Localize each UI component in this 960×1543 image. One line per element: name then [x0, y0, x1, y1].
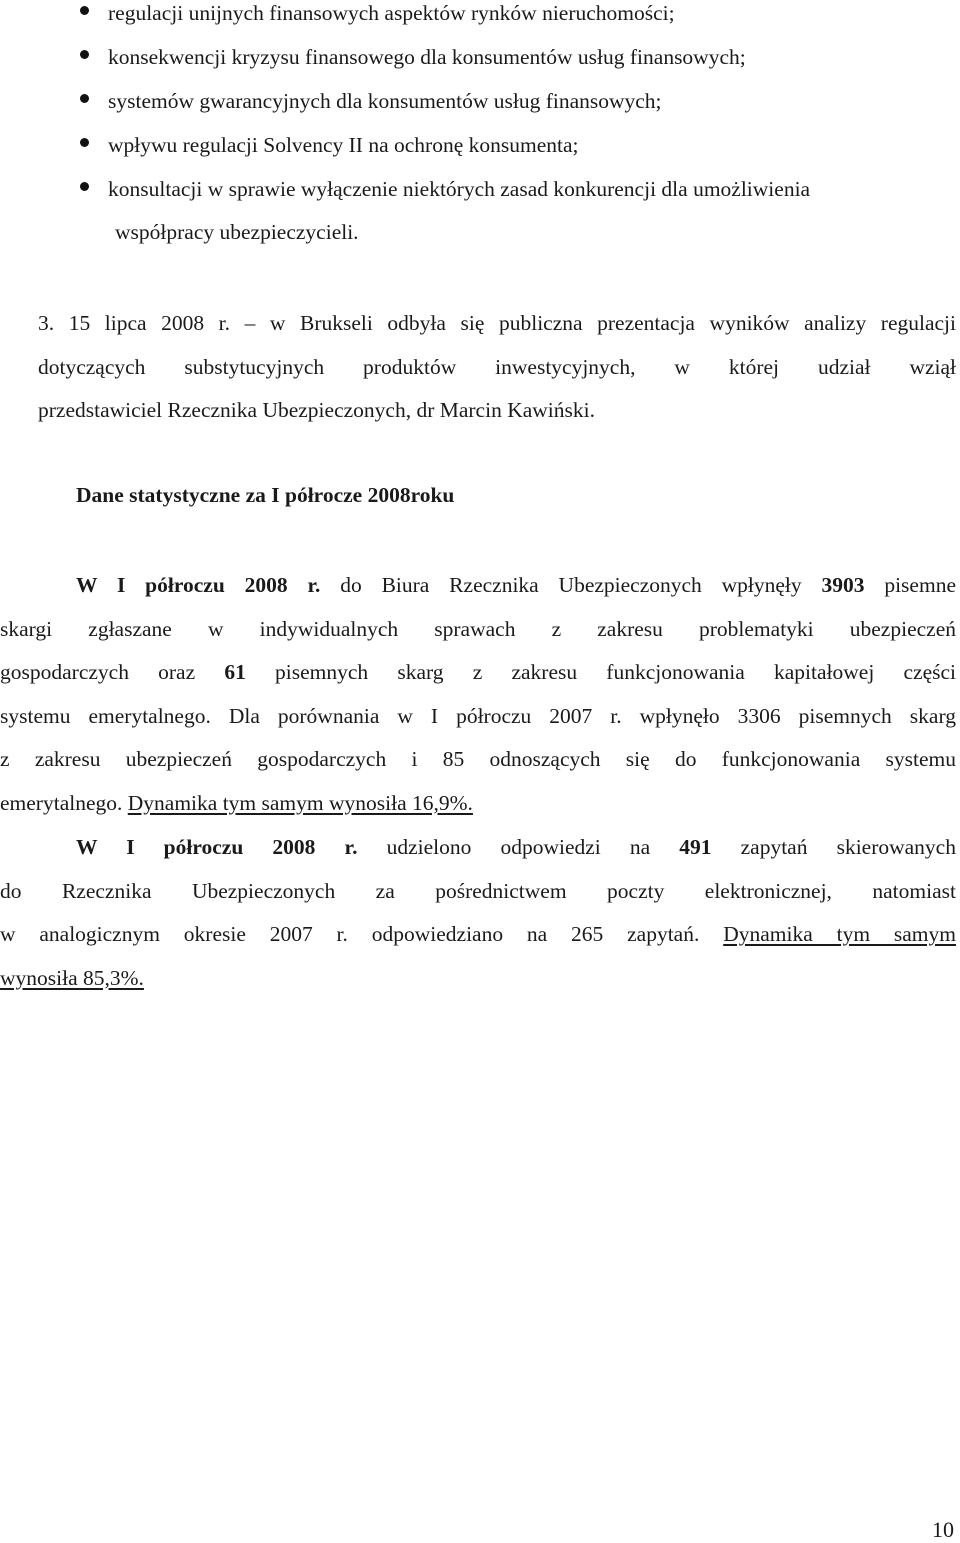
stats-paragraph-2 [0, 826, 956, 1000]
list-item: konsekwencji kryzysu finansowego dla konsumentów usług finansowych; [0, 35, 960, 79]
stats-paragraph-1 [0, 564, 956, 825]
bullet-icon [80, 94, 89, 103]
paragraph-line [0, 957, 956, 1001]
list-item: wpływu regulacji Solvency II na ochronę konsumenta; [0, 123, 960, 167]
dynamics-summary: Dynamika tym samym [723, 922, 956, 946]
item-3-paragraph [38, 302, 956, 433]
bullet-icon [80, 182, 89, 191]
bullet-icon [80, 6, 89, 15]
paragraph-line: do Rzecznika Ubezpieczonych za pośrednictwem poczty elektronicznej, natomiast [0, 878, 956, 903]
bullet-icon [80, 138, 89, 147]
dynamics-summary: wynosiła 85,3%. [0, 965, 144, 990]
list-item: regulacji unijnych finansowych aspektów rynków nieruchomości; [0, 0, 960, 35]
paragraph-line: systemu emerytalnego. Dla porównania w I półroczu 2007 r. wpłynęło 3306 pisemnych skarg [0, 703, 956, 728]
paragraph-line: skargi zgłaszane w indywidualnych sprawach z zakresu problematyki ubezpieczeń [0, 616, 956, 641]
page-number: 10 [932, 1517, 954, 1542]
paragraph-line: dotyczących substytucyjnych produktów inwestycyjnych, w której udział wziął [38, 354, 956, 379]
paragraph-line: przedstawiciel Rzecznika Ubezpieczonych, dr Marcin Kawiński. [38, 398, 595, 422]
list-item: systemów gwarancyjnych dla konsumentów usług finansowych; [0, 79, 960, 123]
paragraph-line: w analogicznym okresie 2007 r. odpowiedziano na 265 zapytań. Dynamika tym samym [0, 922, 956, 946]
paragraph-line: 3. 15 lipca 2008 r. – w Brukseli odbyła się publiczna prezentacja wyników analizy regulacji [38, 311, 956, 335]
list-item-continuation: współpracy ubezpieczycieli. [115, 220, 359, 244]
list-item: konsultacji w sprawie wyłączenie niektórych zasad konkurencji dla umożliwienia [0, 167, 960, 211]
paragraph-line: emerytalnego. Dynamika tym samym wynosiła 16,9%. [0, 790, 473, 815]
bullet-icon [80, 50, 89, 59]
section-heading: Dane statystyczne za I półrocze 2008roku [76, 483, 455, 507]
paragraph-line: gospodarczych oraz 61 pisemnych skarg z zakresu funkcjonowania kapitałowej części [0, 660, 956, 684]
paragraph-line: W I półroczu 2008 r. do Biura Rzecznika Ubezpieczonych wpłynęły 3903 pisemne [76, 573, 956, 597]
bullet-list [0, 0, 960, 254]
dynamics-summary: Dynamika tym samym wynosiła 16,9%. [127, 790, 473, 815]
paragraph-line: z zakresu ubezpieczeń gospodarczych i 85 odnoszących się do funkcjonowania systemu [0, 747, 956, 771]
paragraph-line: W I półroczu 2008 r. udzielono odpowiedzi na 491 zapytań skierowanych [76, 835, 956, 859]
